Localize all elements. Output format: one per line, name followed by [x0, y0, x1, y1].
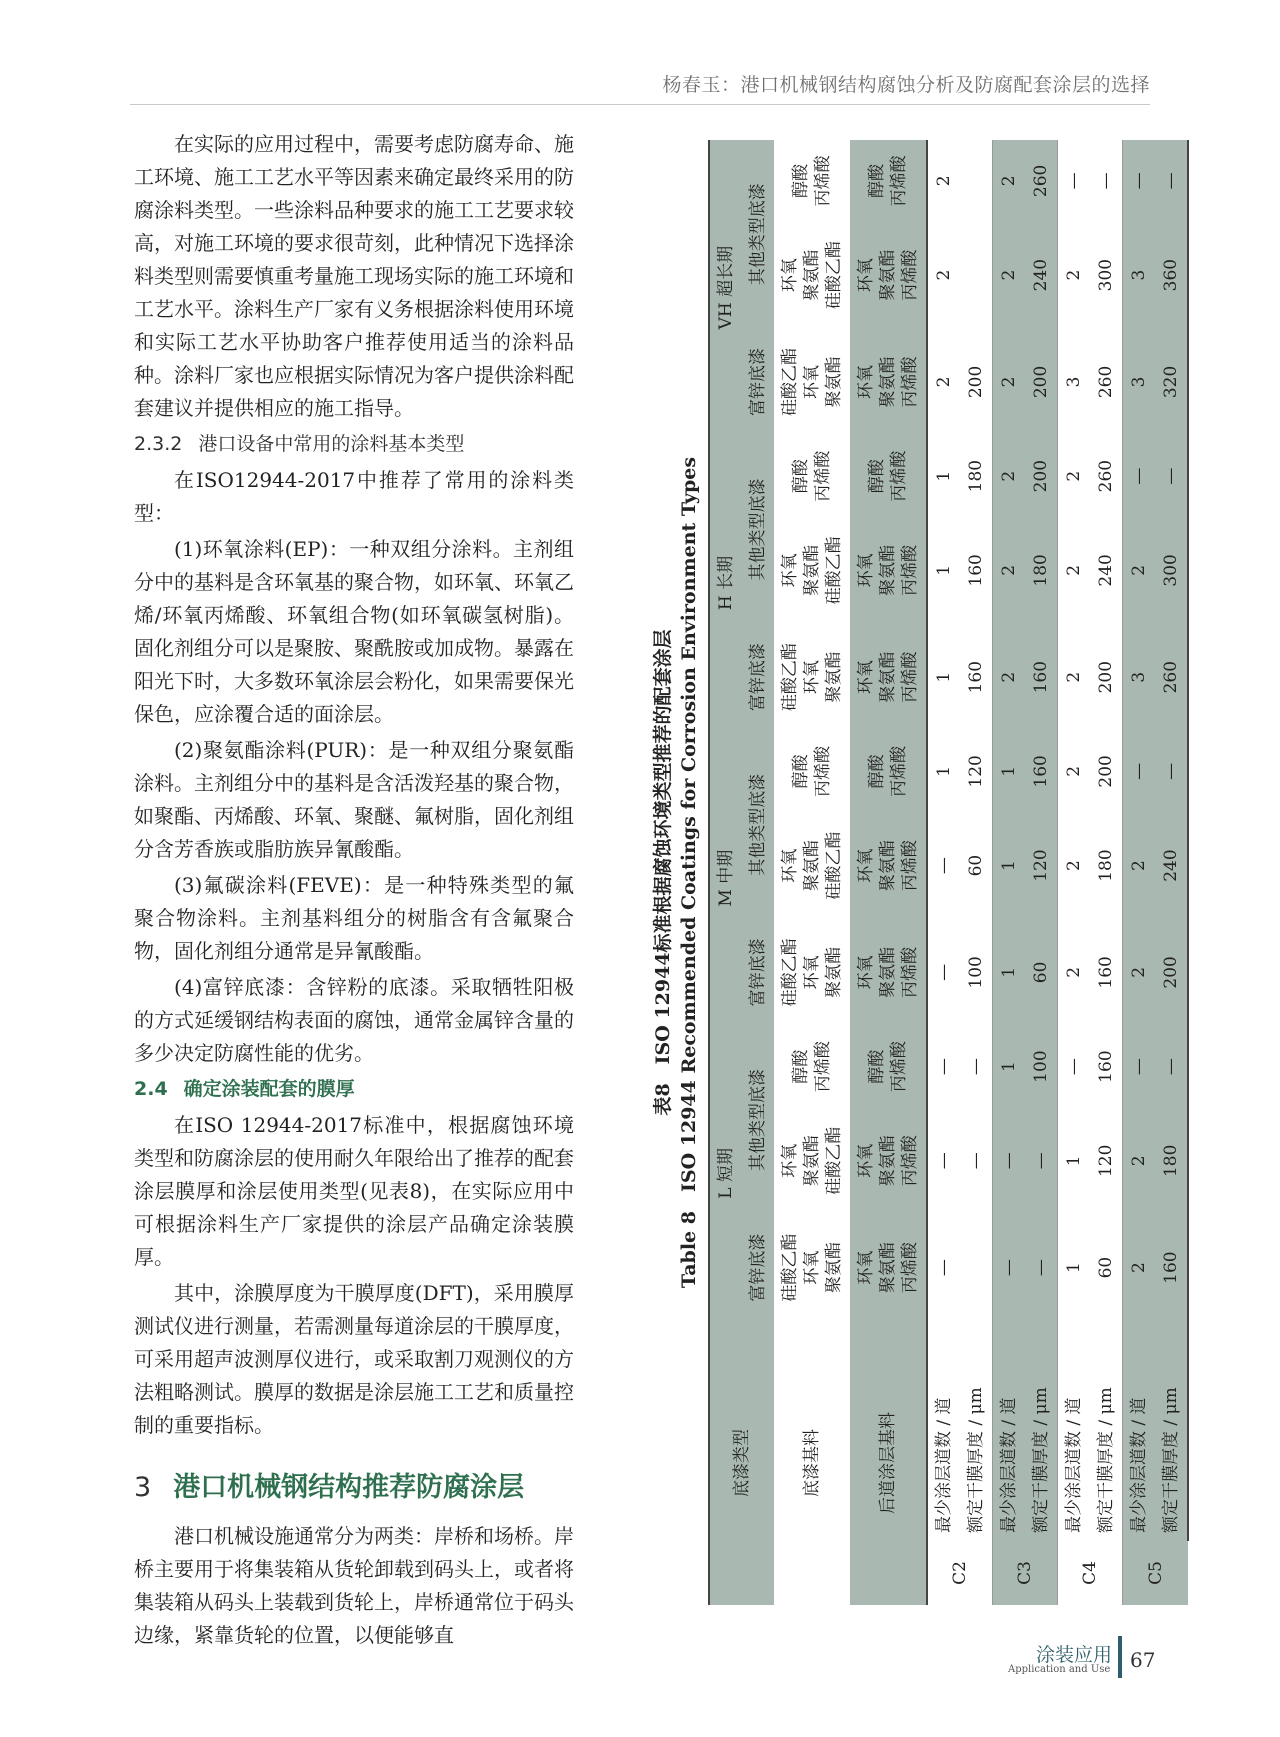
section-heading-2-4 [134, 1073, 574, 1106]
cell-line: 丙烯酸 [813, 745, 833, 797]
coats-cell: — [1123, 731, 1156, 813]
coats-cell: 2 [1123, 517, 1156, 624]
dft-cell: 160 [1025, 731, 1058, 813]
dft-cell: — [1025, 1107, 1058, 1214]
dft-cell: 160 [966, 660, 986, 694]
base-other-cell [774, 435, 850, 517]
period-header: VH 超长期 [709, 140, 742, 435]
dft-cell: 100 [1025, 1026, 1058, 1108]
after-other-cell [850, 812, 927, 919]
cell-line: 聚氨酯 [824, 946, 844, 998]
cell-line: 聚氨酯 [802, 840, 822, 892]
after-other-cell [850, 435, 927, 517]
dft-cell: — [1155, 435, 1188, 517]
cell-line: 聚氨酯 [824, 651, 844, 703]
cell-line: 丙烯酸 [813, 155, 833, 207]
base-other-cell [774, 517, 850, 624]
journal-name-en: Application and Use [1008, 1664, 1111, 1675]
dft-cell: — [1096, 172, 1116, 190]
coats-cell: 2 [1123, 812, 1156, 919]
cell-line: 聚氨酯 [878, 840, 898, 892]
cell-line: 环氧 [856, 955, 876, 990]
footer-divider [1118, 1636, 1122, 1678]
text-column [134, 128, 574, 1655]
coats-cell: — [1123, 140, 1156, 222]
paragraph: 在ISO12944-2017中推荐了常用的涂料类型： [134, 468, 574, 525]
coats-cell: — [1123, 435, 1156, 517]
dft-cell: 120 [966, 755, 986, 788]
cell-line: 聚氨酯 [878, 249, 898, 301]
paragraph: (2)聚氨酯涂料(PUR)：是一种双组分聚氨酯涂料。主剂组分中的基料是含活泼羟基的聚合物，如聚酯、丙烯酸、环氧、聚醚、氟树脂，固化剂组分含芳香族或脂肪族异氰酸酯。 [134, 738, 574, 861]
cell-line: 醇酸 [791, 459, 811, 494]
table-row [960, 140, 993, 1605]
other-primer-header: 其他类型底漆 [742, 1026, 774, 1214]
dft-cell: — [1155, 1026, 1188, 1108]
dft-cell: 260 [1096, 365, 1116, 399]
row-label-coats: 最少涂层道数 / 道 [927, 1321, 960, 1541]
dft-cell: 160 [966, 554, 986, 587]
paragraph: 港口机械设施通常分为两类：岸桥和场桥。岸桥主要用于将集装箱从货轮卸载到码头上，或者将集装箱从码头上装载到货轮上，岸桥通常位于码头边缘，紧靠货轮的位置，以便能够直 [134, 1524, 574, 1647]
cell-line: 醇酸 [867, 1049, 887, 1084]
period-header: L 短期 [709, 1026, 742, 1321]
coats-cell: — [927, 1214, 960, 1321]
coats-cell: — [1123, 1026, 1156, 1108]
coats-cell: 2 [993, 222, 1026, 329]
coats-cell: 2 [1058, 812, 1091, 919]
dft-cell: 360 [1155, 222, 1188, 329]
cell-line: 丙烯酸 [889, 450, 909, 502]
row-label-dft: 额定干膜厚度 / μm [1096, 1387, 1116, 1533]
coats-cell: 2 [927, 140, 960, 222]
env-category-cell: C3 [993, 1541, 1058, 1605]
cell-line: 聚氨酯 [802, 1135, 822, 1187]
coats-cell: — [927, 812, 960, 919]
page-number: 67 [1130, 1648, 1156, 1672]
primer-base-row [774, 140, 850, 1605]
after-other-cell [850, 731, 927, 813]
dft-cell: 60 [966, 854, 986, 877]
dft-cell: — [966, 1152, 986, 1170]
cell-line: 环氧 [780, 553, 800, 588]
paragraph: 其中，涂膜厚度为干膜厚度(DFT)，采用膜厚测试仪进行测量，若需测量每道涂层的干膜厚度，可采用超声波测厚仪进行，或采取割刀观测仪的方法粗略测试。膜厚的数据是涂层施工工艺和质量控制的重要指标。 [134, 1281, 574, 1437]
cell-line: 环氧 [780, 1143, 800, 1178]
table-row [1090, 140, 1123, 1605]
coats-cell: — [927, 919, 960, 1026]
cell-line: 硅酸乙酯 [824, 241, 844, 310]
base-other-cell [774, 1026, 850, 1108]
other-primer-header: 其他类型底漆 [742, 435, 774, 623]
table-row [1155, 140, 1188, 1605]
cell-line: 环氧 [780, 258, 800, 293]
zinc-primer-header: 富锌底漆 [742, 919, 774, 1026]
cell-line: 丙烯酸 [900, 840, 920, 892]
dft-cell: 160 [1155, 1214, 1188, 1321]
cell-line: 醇酸 [867, 754, 887, 789]
paragraph: 在ISO 12944-2017标准中，根据腐蚀环境类型和防腐涂层的使用耐久年限给出了推荐的配套涂层膜厚和涂层使用类型(见表8)，在实际应用中可根据涂料生产厂家提供的涂层产品确定涂装膜厚。 [134, 1113, 574, 1269]
cell-line: 硅酸乙酯 [780, 347, 800, 416]
paragraph: (4)富锌底漆：含锌粉的底漆。采取牺牲阳极的方式延缓钢结构表面的腐蚀，通常金属锌含量的多少决定防腐性能的优劣。 [134, 975, 574, 1065]
dft-cell [960, 140, 993, 222]
row-label-coats: 最少涂层道数 / 道 [1058, 1321, 1091, 1541]
dft-cell: 160 [1025, 624, 1058, 731]
cell-line: 醇酸 [791, 754, 811, 789]
table-row [1025, 140, 1058, 1605]
base-other-cell [774, 140, 850, 222]
after-other-cell [850, 517, 927, 624]
section-number: 2.3.2 [134, 433, 183, 455]
coats-cell: 2 [993, 517, 1026, 624]
cell-line: 丙烯酸 [813, 450, 833, 502]
coats-cell: 1 [993, 731, 1026, 813]
cell-line: 丙烯酸 [900, 1135, 920, 1187]
dft-cell: 120 [1025, 812, 1058, 919]
coats-cell: 3 [1058, 329, 1091, 436]
cell-line: 丙烯酸 [900, 946, 920, 998]
base-other-cell [774, 812, 850, 919]
dft-cell: 260 [1155, 624, 1188, 731]
dft-cell: 180 [1155, 1107, 1188, 1214]
period-header: M 中期 [709, 731, 742, 1026]
base-zinc-cell [774, 329, 850, 436]
cell-line: 聚氨酯 [878, 651, 898, 703]
cell-line: 聚氨酯 [802, 544, 822, 596]
cell-line: 醇酸 [791, 1049, 811, 1084]
cell-line: 环氧 [856, 364, 876, 399]
row-label-dft: 额定干膜厚度 / μm [1155, 1321, 1188, 1541]
coats-cell: 1 [1058, 1107, 1091, 1214]
cell-line: 聚氨酯 [878, 1135, 898, 1187]
coats-cell: 2 [927, 222, 960, 329]
cell-line: 硅酸乙酯 [824, 1126, 844, 1195]
section-number: 3 [134, 1472, 152, 1503]
dft-cell: 260 [1096, 459, 1116, 493]
base-other-cell [774, 222, 850, 329]
after-label: 后道涂层基料 [850, 1321, 927, 1605]
table-row [927, 140, 960, 1605]
zinc-primer-header: 富锌底漆 [742, 1214, 774, 1321]
other-primer-header: 其他类型底漆 [742, 140, 774, 329]
after-zinc-cell [850, 624, 927, 731]
cell-line: 硅酸乙酯 [824, 831, 844, 900]
cell-line: 丙烯酸 [900, 651, 920, 703]
cell-line: 聚氨酯 [802, 249, 822, 301]
base-zinc-cell [774, 624, 850, 731]
cell-line: 环氧 [802, 955, 822, 990]
coats-cell: 1 [927, 624, 960, 731]
base-zinc-cell [774, 1214, 850, 1321]
dft-cell: — [966, 1058, 986, 1076]
cell-line: 环氧 [856, 660, 876, 695]
cell-line: 醇酸 [867, 163, 887, 198]
row-label-coats: 最少涂层道数 / 道 [1123, 1321, 1156, 1541]
base-label: 底漆基料 [802, 1429, 822, 1497]
cell-line: 硅酸乙酯 [780, 643, 800, 712]
dft-cell: 240 [1096, 554, 1116, 587]
coats-cell: 2 [993, 329, 1026, 436]
section-heading-2-3-2 [134, 428, 574, 461]
other-primer-header: 其他类型底漆 [742, 731, 774, 919]
period-row [709, 140, 742, 1605]
coats-cell: 2 [1058, 435, 1091, 517]
dft-cell [960, 222, 993, 329]
coats-cell: 2 [993, 435, 1026, 517]
after-other-cell [850, 1107, 927, 1214]
cell-line: 丙烯酸 [900, 356, 920, 408]
cell-line: 环氧 [856, 1143, 876, 1178]
dft-cell: 200 [1155, 919, 1188, 1026]
journal-name: 涂装应用 [1036, 1644, 1113, 1666]
section-title: 港口机械钢结构推荐防腐涂层 [173, 1472, 525, 1503]
dft-cell: 60 [1025, 919, 1058, 1026]
table-8-container [650, 140, 1181, 1605]
coating-table [708, 140, 1189, 1605]
row-label-dft: 额定干膜厚度 / μm [1025, 1321, 1058, 1541]
cell-line: 聚氨酯 [878, 544, 898, 596]
coats-cell: 1 [927, 435, 960, 517]
cell-line: 醇酸 [867, 459, 887, 494]
coats-cell: 2 [1058, 222, 1091, 329]
row-label-dft: 额定干膜厚度 / μm [966, 1387, 986, 1533]
env-category-cell: C2 [927, 1541, 993, 1605]
coats-cell: 1 [993, 812, 1026, 919]
dft-cell: 240 [1155, 812, 1188, 919]
base-other-cell [774, 731, 850, 813]
after-zinc-cell [850, 1214, 927, 1321]
coats-cell: 3 [1123, 624, 1156, 731]
coats-cell: 2 [1058, 517, 1091, 624]
coats-cell: 2 [993, 624, 1026, 731]
coats-cell: 3 [1123, 222, 1156, 329]
coats-cell: 1 [1058, 1214, 1091, 1321]
table-8-rotated [650, 140, 1181, 1605]
dft-cell: 320 [1155, 329, 1188, 436]
cell-line: 聚氨酯 [824, 356, 844, 408]
cell-line: 丙烯酸 [900, 249, 920, 301]
coats-cell: 2 [1123, 919, 1156, 1026]
section-number: 2.4 [134, 1078, 168, 1100]
table-caption-cn: 表8 ISO 12944标准根据腐蚀环境类型推荐的配套涂层 [652, 629, 674, 1116]
env-category-cell: C5 [1123, 1541, 1189, 1605]
cell-line: 环氧 [856, 848, 876, 883]
coats-cell: 2 [993, 140, 1026, 222]
coats-cell: 3 [1123, 329, 1156, 436]
dft-cell: 200 [1025, 329, 1058, 436]
cell-line: 环氧 [802, 1250, 822, 1285]
cell-line: 硅酸乙酯 [780, 1233, 800, 1302]
after-other-cell [850, 222, 927, 329]
dft-cell: — [1025, 1214, 1058, 1321]
running-header-title: 杨春玉：港口机械钢结构腐蚀分析及防腐配套涂层的选择 [662, 74, 1150, 96]
cell-line: 硅酸乙酯 [824, 536, 844, 605]
paragraph: 在实际的应用过程中，需要考虑防腐寿命、施工环境、施工工艺水平等因素来确定最终采用的防腐涂料类型。一些涂料品种要求的施工工艺要求较高，对施工环境的要求很苛刻，此种情况下选择涂料类型则需要慎重考量施工现场实际的施工环境和工艺水平。涂料生产厂家有义务根据涂料使用环境和实际工艺水平协助客户推荐使用适当的涂料品种。涂料厂家也应根据实际情况为客户提供涂料配套建议并提供相应的施工指导。 [134, 132, 574, 420]
zinc-primer-header: 富锌底漆 [742, 624, 774, 731]
dft-cell: 180 [1025, 517, 1058, 624]
cell-line: 丙烯酸 [889, 745, 909, 797]
base-zinc-cell [774, 919, 850, 1026]
coats-cell: — [993, 1214, 1026, 1321]
coats-cell: 2 [1058, 731, 1091, 813]
table-row [993, 140, 1026, 1605]
after-other-cell [850, 1026, 927, 1108]
coats-cell: 2 [1123, 1107, 1156, 1214]
period-header: H 长期 [709, 435, 742, 730]
dft-cell: 180 [1096, 849, 1116, 882]
section-title: 确定涂装配套的膜厚 [183, 1078, 355, 1100]
dft-cell: 160 [1096, 956, 1116, 989]
coats-cell: 1 [927, 517, 960, 624]
coats-cell: — [927, 1107, 960, 1214]
coats-cell: 1 [927, 731, 960, 813]
coats-cell: — [927, 1026, 960, 1108]
cell-line: 环氧 [856, 1250, 876, 1285]
cell-line: 丙烯酸 [889, 1041, 909, 1093]
dft-cell: 120 [1096, 1144, 1116, 1178]
after-other-cell [850, 140, 927, 222]
zinc-primer-header: 富锌底漆 [742, 329, 774, 436]
coats-cell: 1 [993, 919, 1026, 1026]
coats-cell: 2 [1123, 1214, 1156, 1321]
dft-cell: 300 [1155, 517, 1188, 624]
cell-line: 聚氨酯 [878, 356, 898, 408]
env-category-cell: C4 [1058, 1541, 1123, 1605]
cell-line: 丙烯酸 [900, 544, 920, 596]
cell-line: 醇酸 [791, 163, 811, 198]
coats-cell: 2 [927, 329, 960, 436]
paragraph: (1)环氧涂料(EP)：一种双组分涂料。主剂组分中的基料是含环氧基的聚合物，如环氧、环氧乙烯/环氧丙烯酸、环氧组合物(如环氧碳氢树脂)。固化剂组分可以是聚胺、聚酰胺或加成物。暴露在阳光下时，大多数环氧涂层会粉化，如果需要保光保色，应涂覆合适的面涂层。 [134, 537, 574, 726]
cell-line: 丙烯酸 [889, 155, 909, 207]
dft-cell: 200 [966, 365, 986, 399]
dft-cell: 200 [1025, 435, 1058, 517]
dft-cell: — [1155, 731, 1188, 813]
dft-cell: 60 [1096, 1256, 1116, 1279]
dft-cell: 180 [966, 459, 986, 493]
cell-line: 聚氨酯 [878, 1242, 898, 1294]
coats-cell: 2 [1058, 919, 1091, 1026]
base-other-cell [774, 1107, 850, 1214]
running-header [130, 60, 1150, 105]
table-row [1058, 140, 1091, 1605]
dft-cell [960, 1214, 993, 1321]
dft-cell: 200 [1096, 755, 1116, 788]
row-label-coats: 最少涂层道数 / 道 [993, 1321, 1026, 1541]
section-title: 港口设备中常用的涂料基本类型 [198, 433, 465, 455]
cell-line: 丙烯酸 [900, 1242, 920, 1294]
dft-cell: 260 [1025, 140, 1058, 222]
cell-line: 环氧 [856, 553, 876, 588]
table-caption-en: Table 8 ISO 12944 Recommended Coatings for Corrosion Environment Types [678, 456, 700, 1289]
cell-line: 环氧 [780, 848, 800, 883]
cell-line: 聚氨酯 [824, 1242, 844, 1294]
after-zinc-cell [850, 329, 927, 436]
coats-cell: — [993, 1107, 1026, 1214]
coats-cell: 2 [1058, 624, 1091, 731]
cell-line: 环氧 [802, 364, 822, 399]
primer-type-header: 底漆类型 [709, 1321, 774, 1605]
after-zinc-cell [850, 919, 927, 1026]
coats-cell: — [1058, 1026, 1091, 1108]
cell-line: 聚氨酯 [878, 946, 898, 998]
dft-cell: — [1155, 140, 1188, 222]
coats-cell: 1 [993, 1026, 1026, 1108]
cell-line: 环氧 [856, 258, 876, 293]
dft-cell: 240 [1025, 222, 1058, 329]
dft-cell: 160 [1096, 1050, 1116, 1083]
dft-cell: 300 [1096, 258, 1116, 292]
dft-cell: 200 [1096, 660, 1116, 694]
dft-cell: 100 [966, 956, 986, 989]
cell-line: 硅酸乙酯 [780, 938, 800, 1007]
section-heading-3 [134, 1468, 574, 1508]
cell-line: 环氧 [802, 660, 822, 695]
after-coat-row [850, 140, 927, 1605]
table-row [1123, 140, 1156, 1605]
cell-line: 丙烯酸 [813, 1041, 833, 1093]
coats-cell: — [1058, 140, 1091, 222]
paragraph: (3)氟碳涂料(FEVE)：是一种特殊类型的氟聚合物涂料。主剂基料组分的树脂含有含氟聚合物，固化剂组分通常是异氰酸酯。 [134, 873, 574, 963]
